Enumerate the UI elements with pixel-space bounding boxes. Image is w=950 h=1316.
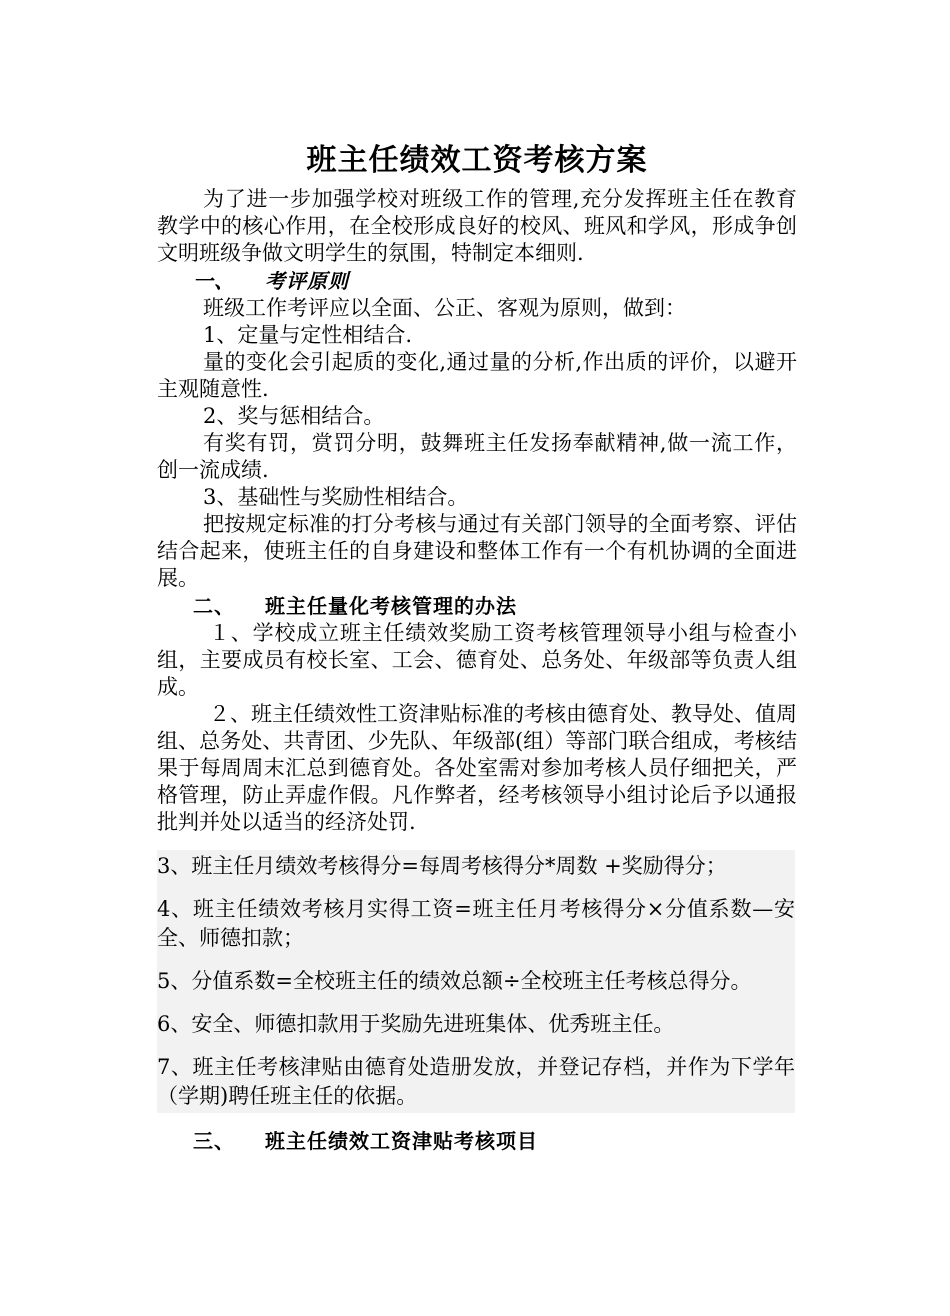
principle-1-title: 1、定量与定性相结合. — [203, 323, 413, 347]
section-2-item-3: 3、班主任月绩效考核得分=每周考核得分*周数 +奖励得分； — [157, 854, 727, 878]
section-2-number: 二、 — [193, 594, 235, 618]
section-2-item-6: 6、安全、师德扣款用于奖励先进班集体、优秀班主任。 — [157, 1012, 675, 1036]
principle-2-title: 2、奖与惩相结合。 — [203, 404, 385, 428]
section-2-item-4: 4、班主任绩效考核月实得工资=班主任月考核得分×分值系数—安全、师德扣款； — [157, 897, 795, 950]
section-2-item-5: 5、分值系数=全校班主任的绩效总额÷全校班主任考核总得分。 — [157, 969, 752, 993]
section-3-number: 三、 — [193, 1129, 235, 1153]
section-1-title: 考评原则 — [265, 269, 349, 293]
principle-2-body: 有奖有罚，赏罚分明，鼓舞班主任发扬奉献精神,做一流工作，创一流成绩. — [157, 431, 797, 482]
section-2-item-2: ２、班主任绩效性工资津贴标准的考核由德育处、教导处、值周组、总务处、共青团、少先队、年级部(组）等部门联合组成，考核结果于每周周末汇总到德育处。各处室需对参加考核人员仔细把关，严格管理，防止弄虚作假。凡作弊者，经考核领导小组讨论后予以通报批判并处以适当的经济处罚. — [157, 702, 797, 834]
section-2-title: 班主任量化考核管理的办法 — [265, 594, 517, 618]
intro-paragraph: 为了进一步加强学校对班级工作的管理,充分发挥班主任在教育教学中的核心作用，在全校形成良好的校风、班风和学风，形成争创文明班级争做文明学生的氛围，特制定本细则. — [157, 187, 797, 265]
section-2-item-7: 7、班主任考核津贴由德育处造册发放，并登记存档，并作为下学年（学期)聘任班主任的依据。 — [157, 1055, 795, 1108]
section-1-number: 一、 — [193, 269, 235, 293]
section-2-item-1: １、学校成立班主任绩效奖励工资考核管理领导小组与检查小组，主要成员有校长室、工会、德育处、总务处、年级部等负责人组成。 — [157, 621, 797, 699]
section-1-lead: 班级工作考评应以全面、公正、客观为原则，做到： — [203, 296, 686, 320]
document-page — [157, 140, 797, 1155]
formula-block — [157, 850, 795, 1113]
principle-1-body: 量的变化会引起质的变化,通过量的分析,作出质的评价，以避开主观随意性. — [157, 350, 797, 401]
principle-3-title: 3、基础性与奖励性相结合。 — [203, 485, 469, 509]
document-title: 班主任绩效工资考核方案 — [306, 143, 648, 178]
principle-3-body: 把按规定标准的打分考核与通过有关部门领导的全面考察、评估结合起来，使班主任的自身建设和整体工作有一个有机协调的全面进展。 — [157, 512, 797, 590]
section-2-heading — [157, 592, 797, 620]
section-1-heading — [157, 267, 797, 295]
section-3-title: 班主任绩效工资津贴考核项目 — [265, 1129, 538, 1153]
section-3-heading — [157, 1127, 797, 1155]
